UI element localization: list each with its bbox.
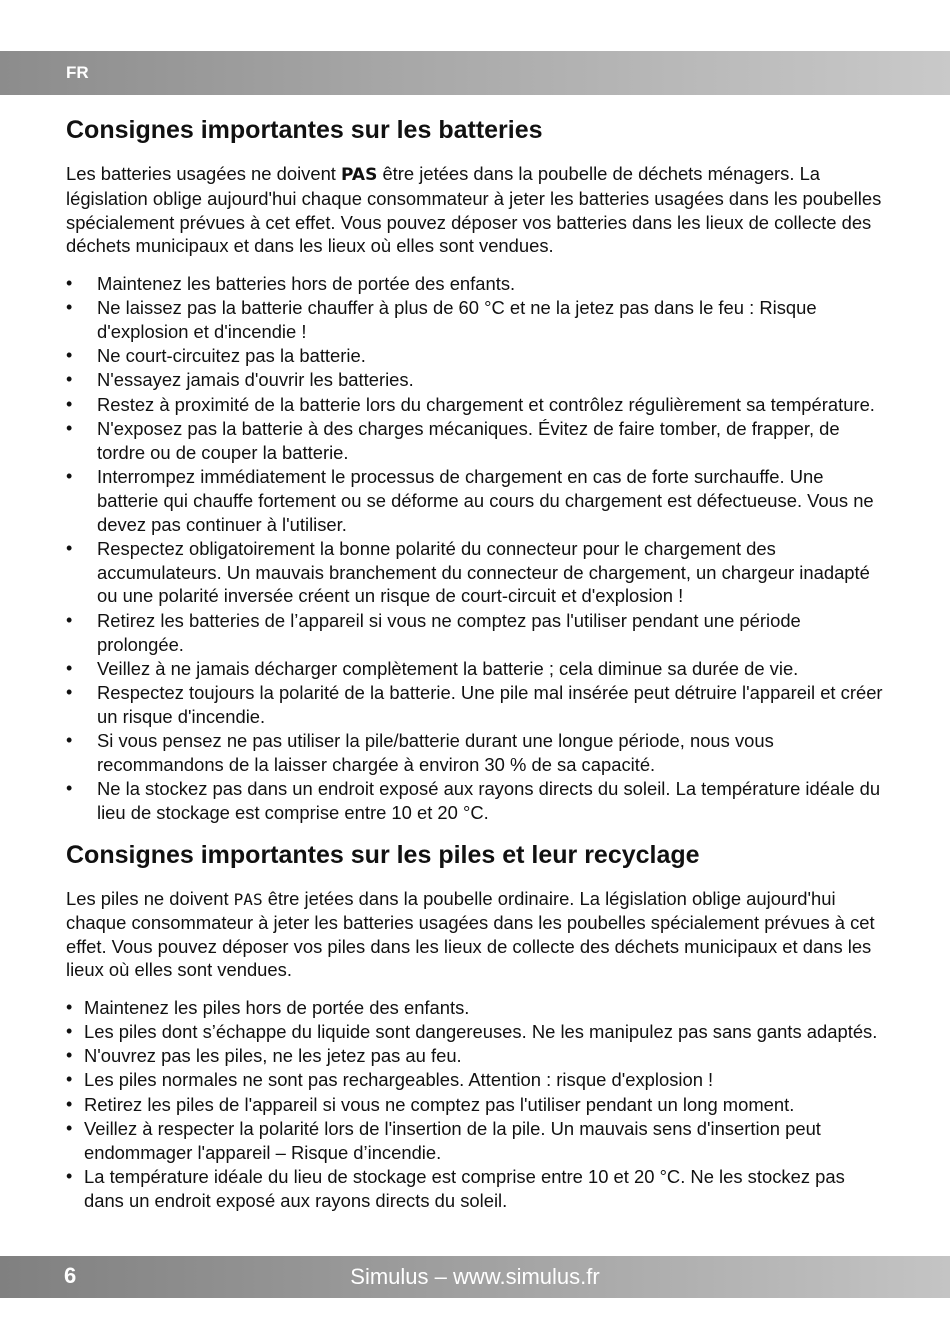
list-item: • Les piles normales ne sont pas rechargeables. Attention : risque d'explosion ! [66,1068,886,1092]
section-title-batteries: Consignes importantes sur les batteries [66,116,543,144]
footer-bar [0,1256,950,1298]
page-number: 6 [64,1263,77,1288]
list-item: • Veillez à respecter la polarité lors de l'insertion de la pile. Un mauvais sens d'insertion peut endommager l'appareil – Risque d’incendie. [66,1117,886,1165]
list-item: • N'exposez pas la batterie à des charges mécaniques. Évitez de faire tomber, de frapper, de tordre ou de couper la batterie. [66,417,886,465]
page-content [66,114,886,1213]
section-title-piles: Consignes importantes sur les piles et leur recyclage [66,840,700,869]
list-item: • Maintenez les batteries hors de portée des enfants. [66,272,886,296]
header-bar [0,51,950,95]
footer-website: Simulus – www.simulus.fr [350,1264,600,1289]
section-intro-batteries [66,162,886,258]
intro-emphasis: PAS [341,165,378,185]
list-item: • Les piles dont s’échappe du liquide sont dangereuses. Ne les manipulez pas sans gants adaptés. [66,1020,886,1044]
list-item: • Ne laissez pas la batterie chauffer à plus de 60 °C et ne la jetez pas dans le feu : Risque d'explosion et d'incendie ! [66,296,886,344]
list-item: • Interrompez immédiatement le processus de chargement en cas de forte surchauffe. Une batterie qui chauffe fortement ou se déforme au cours du chargement est défectueuse. Vous ne devez pas continuer à l'utiliser. [66,465,886,536]
intro-text-end: être jetées dans la poubelle de déchets ménagers. La législation oblige aujourd'hui chaque consommateur à jeter les batteries usagées dans les poubelles spécialement prévues à cet effet. Vous pouvez déposer vos batteries dans les lieux de collecte des déchets municipaux et dans les lieux où elles sont vendues. [66,163,882,257]
list-item: • Retirez les batteries de l’appareil si vous ne comptez pas l'utiliser pendant une période prolongée. [66,609,886,657]
intro-text-end: être jetées dans la poubelle ordinaire. La législation oblige aujourd'hui chaque consommateur à jeter les batteries usagées dans les poubelles spécialement prévues à cet effet. Vous pouvez déposer vos piles dans les lieux de collecte des déchets municipaux et dans les lieux où elles sont vendues. [66,887,875,981]
intro-emphasis: PAS [233,889,263,909]
list-item: • Respectez toujours la polarité de la batterie. Une pile mal insérée peut détruire l'appareil et créer un risque d'incendie. [66,681,886,729]
list-item: • Maintenez les piles hors de portée des enfants. [66,996,886,1020]
list-item: • N'ouvrez pas les piles, ne les jetez pas au feu. [66,1044,886,1068]
list-item: • Veillez à ne jamais décharger complètement la batterie ; cela diminue sa durée de vie. [66,657,886,681]
list-item: • Respectez obligatoirement la bonne polarité du connecteur pour le chargement des accumulateurs. Un mauvais branchement du connecteur de chargement, un chargeur inadapté ou une polarité inversée créent un risque de court-circuit et d'explosion ! [66,537,886,608]
piles-instructions-list [66,996,886,1213]
intro-text-start: Les batteries usagées ne doivent [66,163,342,184]
intro-text-start: Les piles ne doivent [66,887,234,909]
list-item: • Si vous pensez ne pas utiliser la pile/batterie durant une longue période, nous vous recommandons de la laisser chargée à environ 30 % de sa capacité. [66,729,886,777]
list-item: • N'essayez jamais d'ouvrir les batteries. [66,368,886,392]
list-item: • Retirez les piles de l'appareil si vous ne comptez pas l'utiliser pendant un long moment. [66,1093,886,1117]
list-item: • Ne court-circuitez pas la batterie. [66,344,886,368]
list-item: • La température idéale du lieu de stockage est comprise entre 10 et 20 °C. Ne les stockez pas dans un endroit exposé aux rayons directs du soleil. [66,1165,886,1213]
list-item: • Restez à proximité de la batterie lors du chargement et contrôlez régulièrement sa température. [66,393,886,417]
list-item: • Ne la stockez pas dans un endroit exposé aux rayons directs du soleil. La température idéale du lieu de stockage est comprise entre 10 et 20 °C. [66,777,886,825]
battery-instructions-list [66,272,886,825]
section-intro-piles [66,887,886,982]
language-tag: FR [66,63,89,82]
